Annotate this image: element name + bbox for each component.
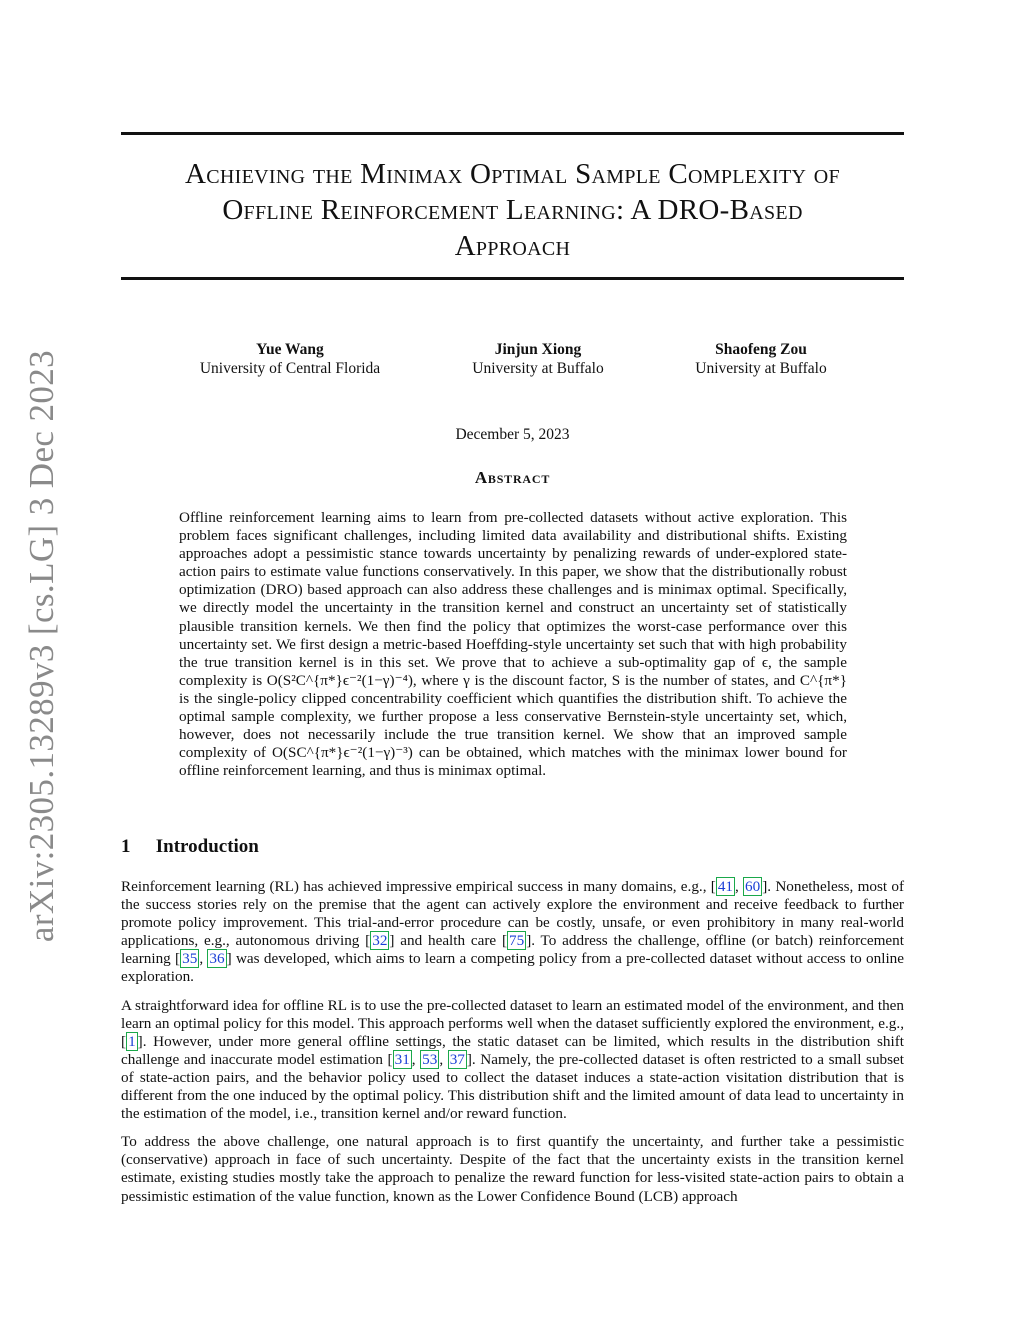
citation-link[interactable]: 36 xyxy=(209,950,225,968)
body-paragraph: Reinforcement learning (RL) has achieved impressive empirical success in many domains, e.g., [ 41 , 60 ]. Nonetheless, most of the success stories rely on the premise that the agent can actively explore the environment and receive feedback to further promote policy improvement. This trial-and-error procedure can be costly, unsafe, or even prohibitory in many real-world applications, e.g., autonomous driving [ 32 ] and health care [ 75 ]. To address the challenge, offline (or batch) reinforcement learning [ 35 , 36 ] was developed, which aims to learn a competing policy from a pre-collected dataset without access to online exploration. xyxy=(121,878,905,986)
title-rule-top xyxy=(121,132,904,135)
citation-link[interactable]: 37 xyxy=(449,1050,465,1068)
author-entry xyxy=(408,340,668,378)
citation-link[interactable]: 75 xyxy=(509,932,525,950)
citation-link[interactable]: 41 xyxy=(717,878,734,895)
abstract-text xyxy=(179,509,847,780)
title-line: Approach xyxy=(454,230,571,262)
introduction-body xyxy=(121,878,904,1216)
author-name: Jinjun Xiong xyxy=(494,341,582,358)
author-affiliation: University of Central Florida xyxy=(199,360,381,377)
section-title: Introduction xyxy=(155,836,259,857)
citation-link[interactable]: 35 xyxy=(182,950,198,968)
abstract-heading: Abstract xyxy=(474,468,551,487)
abstract-paragraph: Offline reinforcement learning aims to learn from pre-collected datasets without active exploration. This problem faces significant challenges, including limited data availability and distributional shifts. Existing approaches adopt a pessimistic stance towards uncertainty by penalizing rewards of under-explored state-action pairs to estimate value functions conservatively. In this paper, we show that the distributionally robust optimization (DRO) based approach can also address these challenges and is minimax optimal. Specifically, we directly model the uncertainty in the transition kernel and construct an uncertainty set of statistically plausible transition kernels. We then find the policy that optimizes the worst-case performance over this uncertainty set. We first design a metric-based Hoeffding-style uncertainty set such that with high probability the true transition kernel is in this set. We prove that to achieve a sub-optimality gap of ϵ, the sample complexity is O(S²C^{π*}ϵ⁻²(1−γ)⁻⁴), where γ is the discount factor, S is the number of states, and C^{π*} is the single-policy clipped concentrability coefficient which quantifies the distribution shift. To achieve the optimal sample complexity, we further propose a less conservative Bernstein-style uncertainty set, which, however, does not necessarily include the true transition kernel. We show that an improved sample complexity of O(SC^{π*}ϵ⁻²(1−γ)⁻³) can be obtained, which matches with the minimax lower bound for offline reinforcement learning, and thus is minimax optimal. xyxy=(179,509,847,780)
citation-link[interactable]: 31 xyxy=(394,1050,410,1068)
author-affiliation: University at Buffalo xyxy=(472,360,604,377)
citation-link[interactable]: 53 xyxy=(422,1050,438,1068)
body-paragraph: A straightforward idea for offline RL is to use the pre-collected dataset to learn an estimated model of the environment, and then learn an optimal policy for this model. This approach performs well when the dataset sufficiently explored the environment, e.g., [ 1 ]. However, under more general offline settings, the static dataset can be limited, which results in the distribution shift challenge and inaccurate model estimation [ 31 , 53 , 37 ]. Namely, the pre-collected dataset is often restricted to a small subset of state-action pairs, and the behavior policy used to collect the dataset induces a state-action visitation distribution that is different from the one induced by the optimal policy. This distribution shift and the limited amount of data lead to uncertainty in the estimation of the model, i.e., transition kernel and/or reward function. xyxy=(121,996,905,1123)
title-line: Offline Reinforcement Learning: A DRO-Based xyxy=(222,194,803,226)
body-paragraph: To address the above challenge, one natural approach is to first quantify the uncertainty, and further take a pessimistic (conservative) approach in face of such uncertainty. Despite of the fact that the uncertainty exists in the transition kernel estimate, existing studies mostly take the approach to penalize the reward function for less-visited state-action pairs to obtain a pessimistic estimation of the value function, known as the Lower Confidence Bound (LCB) approach xyxy=(121,1133,904,1205)
paper-date: December 5, 2023 xyxy=(455,426,570,443)
citation-link[interactable]: 1 xyxy=(128,1032,136,1050)
author-name: Yue Wang xyxy=(256,341,324,358)
section-heading-introduction xyxy=(121,836,259,858)
author-affiliation: University at Buffalo xyxy=(695,360,827,377)
author-name: Shaofeng Zou xyxy=(715,341,807,358)
paper-title xyxy=(121,156,904,264)
title-rule-bottom xyxy=(121,277,904,280)
citation-link[interactable]: 32 xyxy=(372,932,388,950)
citation-link[interactable]: 60 xyxy=(745,878,761,895)
author-entry xyxy=(631,340,891,378)
author-entry xyxy=(160,340,420,378)
section-number: 1 xyxy=(121,836,131,857)
arxiv-identifier-text: arXiv:2305.13289v3 [cs.LG] 3 Dec 2023 xyxy=(22,349,61,943)
title-line: Achieving the Minimax Optimal Sample Complexity of xyxy=(185,158,840,190)
